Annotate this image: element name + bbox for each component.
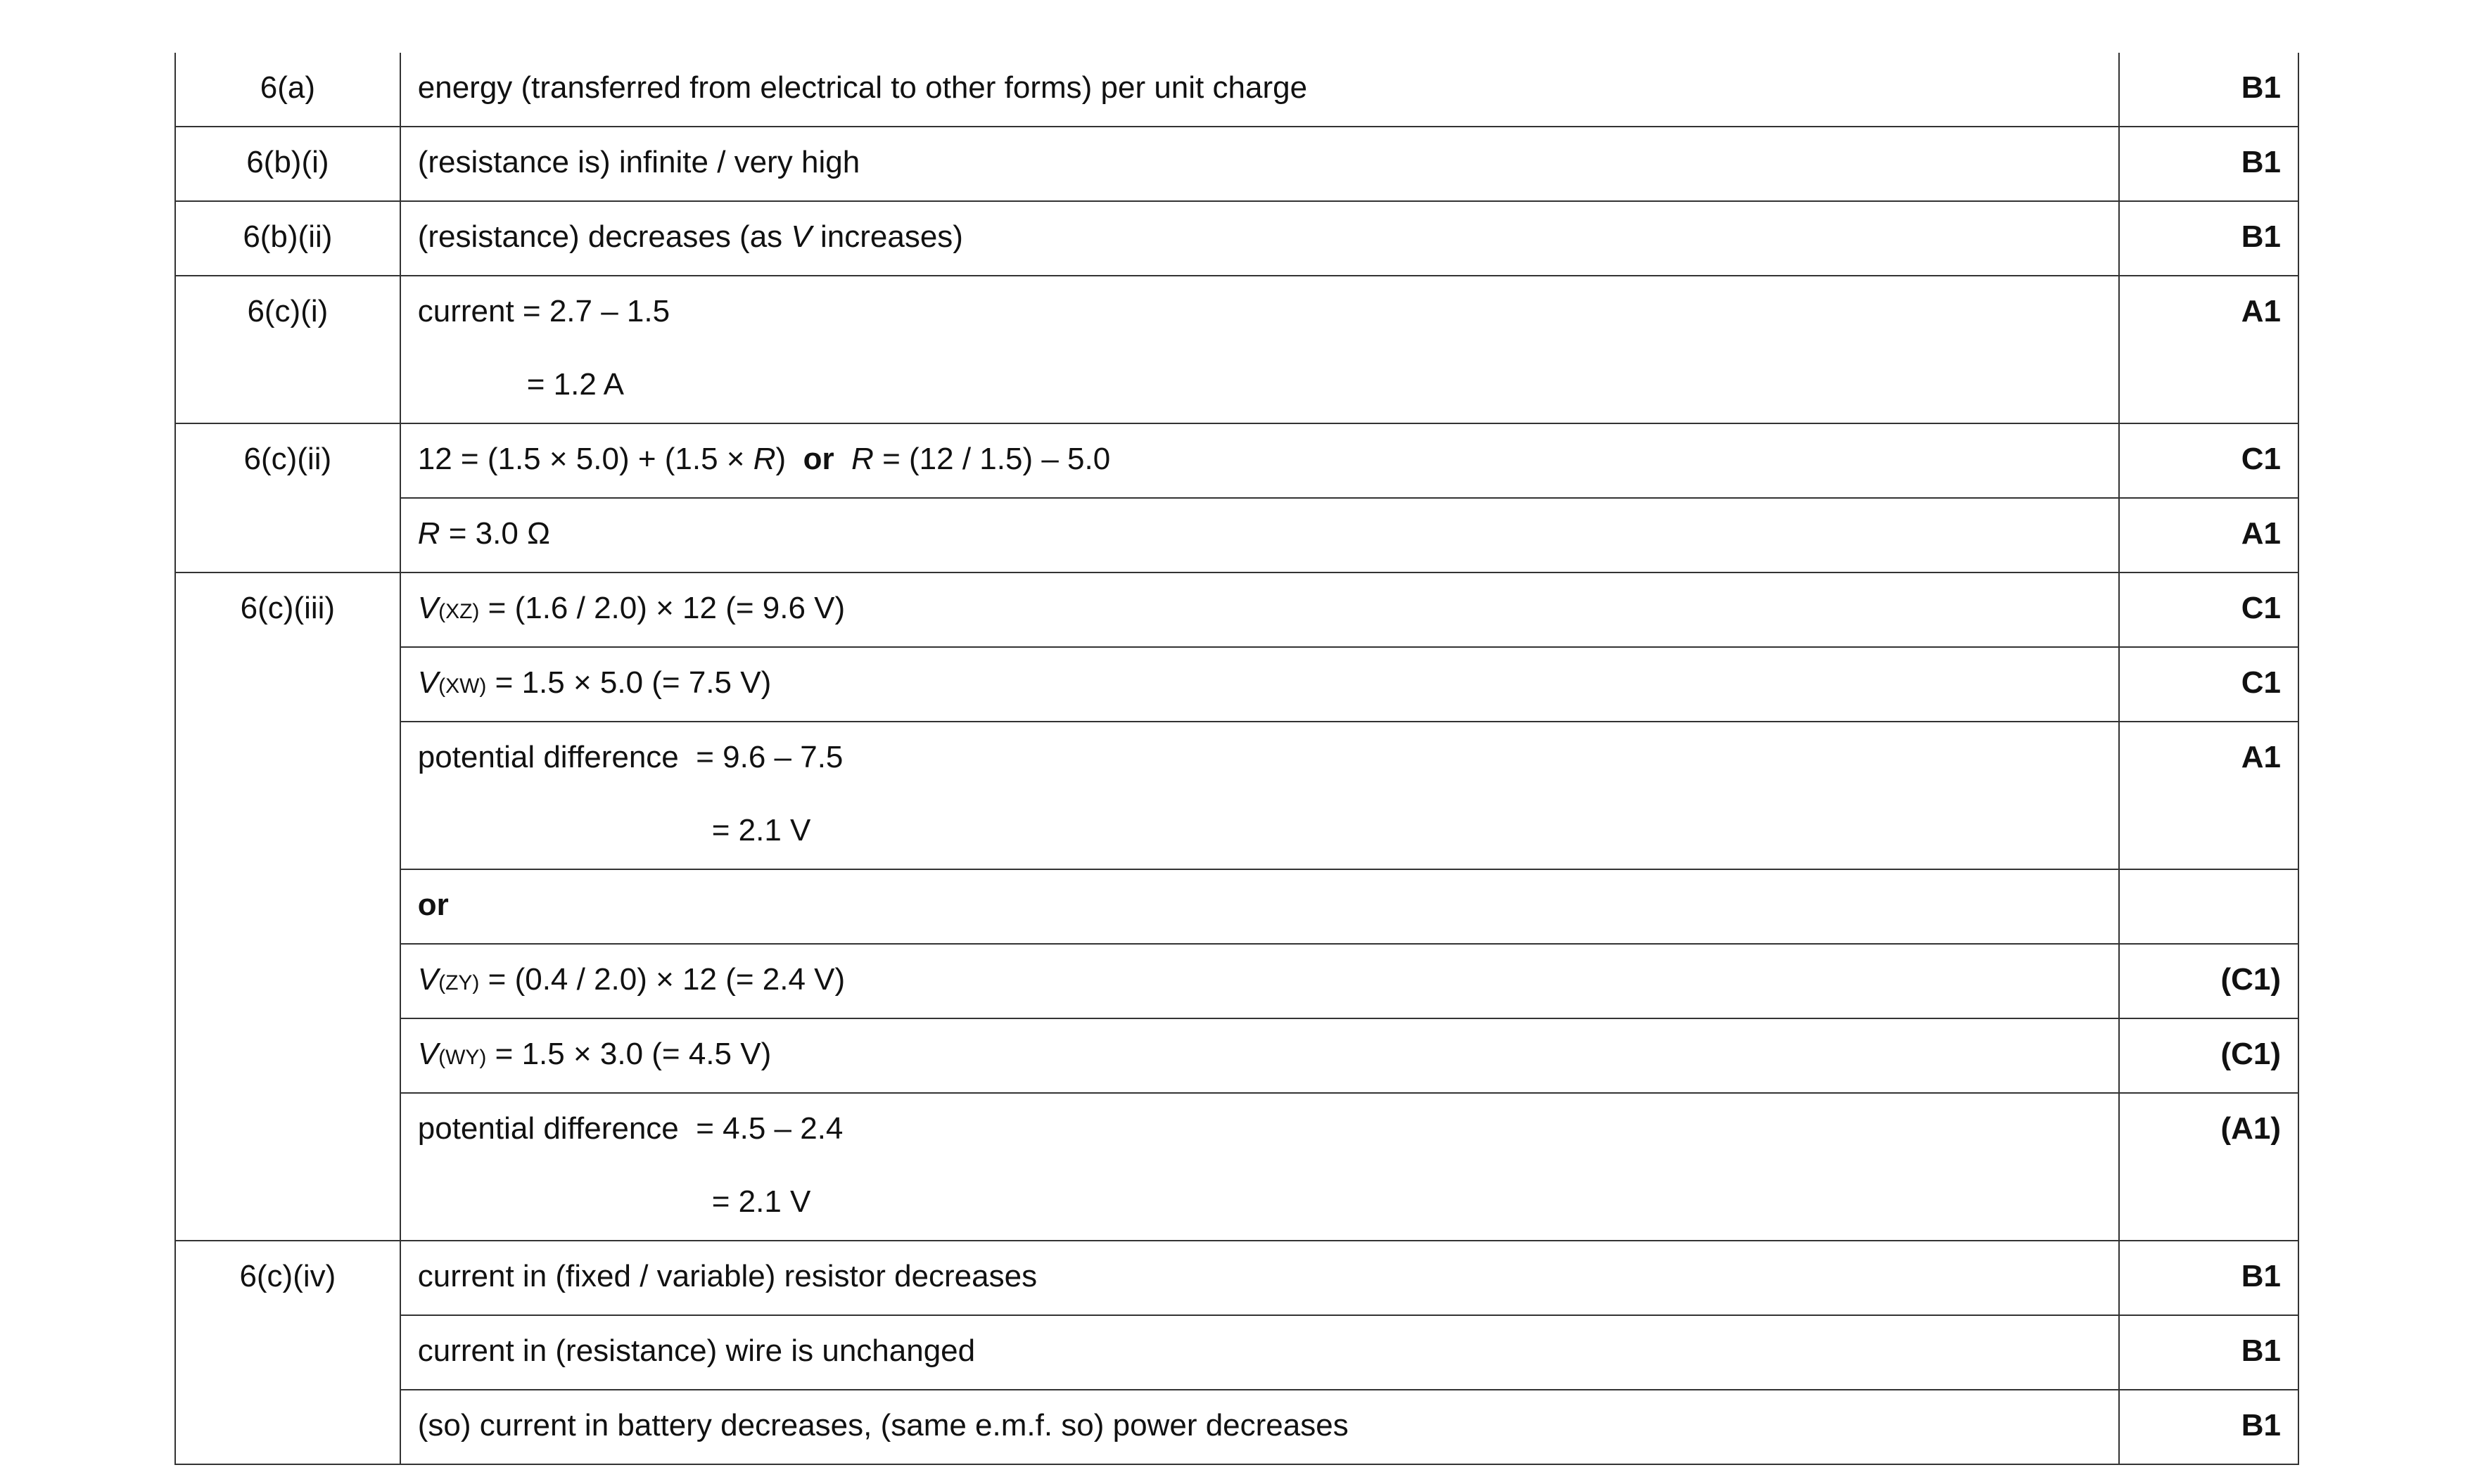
- resistance-symbol: R: [417, 516, 440, 551]
- mark-cell: B1: [2119, 1241, 2298, 1315]
- table-row: [175, 127, 2298, 201]
- subscript: (ZY): [438, 971, 480, 994]
- table-row: [175, 722, 2298, 869]
- answer-cell: [400, 276, 2119, 423]
- answer-text: = (12 / 1.5) – 5.0: [873, 442, 1111, 476]
- answer-line: potential difference = 4.5 – 2.4: [417, 1111, 844, 1146]
- voltage-symbol: V: [417, 591, 439, 625]
- question-number: 6(b)(i): [175, 127, 400, 201]
- question-number: 6(c)(iii): [175, 573, 400, 1241]
- answer-cell: [400, 1018, 2119, 1093]
- table-row: [175, 201, 2298, 276]
- mark-cell: C1: [2119, 573, 2298, 647]
- question-number: 6(b)(ii): [175, 201, 400, 276]
- answer-cell: [400, 1093, 2119, 1241]
- mark-cell: A1: [2119, 276, 2298, 423]
- table-row: [175, 1390, 2298, 1464]
- mark-cell: C1: [2119, 423, 2298, 498]
- subscript: (XZ): [438, 600, 480, 623]
- answer-cell: current in (fixed / variable) resistor decreases: [400, 1241, 2119, 1315]
- resistance-symbol: R: [753, 442, 776, 476]
- answer-text: ): [775, 442, 787, 476]
- voltage-symbol: V: [417, 665, 439, 700]
- answer-cell: [400, 722, 2119, 869]
- question-number: 6(a): [175, 53, 400, 127]
- answer-text: increases): [811, 219, 963, 254]
- mark-cell: A1: [2119, 722, 2298, 869]
- answer-cell: (resistance is) infinite / very high: [400, 127, 2119, 201]
- answer-text: = 1.5 × 3.0 (= 4.5 V): [486, 1037, 772, 1071]
- answer-text: = (1.6 / 2.0) × 12 (= 9.6 V): [479, 591, 846, 625]
- table-row: [175, 1093, 2298, 1241]
- mark-cell: B1: [2119, 53, 2298, 127]
- answer-text: = 3.0 Ω: [440, 516, 550, 551]
- question-number: 6(c)(ii): [175, 423, 400, 573]
- table-row: [175, 1018, 2298, 1093]
- table-row: [175, 423, 2298, 498]
- table-row: [175, 573, 2298, 647]
- question-number: 6(c)(iv): [175, 1241, 400, 1464]
- mark-cell: B1: [2119, 201, 2298, 276]
- mark-cell: A1: [2119, 498, 2298, 573]
- table-row: [175, 276, 2298, 423]
- answer-text: = 1.5 × 5.0 (= 7.5 V): [486, 665, 772, 700]
- voltage-symbol: V: [417, 1037, 439, 1071]
- answer-cell: [400, 647, 2119, 722]
- mark-cell: (A1): [2119, 1093, 2298, 1241]
- table-row: [175, 647, 2298, 722]
- subscript: (WY): [438, 1046, 487, 1069]
- answer-text: = (0.4 / 2.0) × 12 (= 2.4 V): [479, 962, 846, 997]
- answer-line: = 1.2 A: [526, 367, 624, 402]
- table-row: [175, 498, 2298, 573]
- resistance-symbol: R: [851, 442, 874, 476]
- question-number: 6(c)(i): [175, 276, 400, 423]
- answer-cell: [400, 201, 2119, 276]
- answer-cell: energy (transferred from electrical to other forms) per unit charge: [400, 53, 2119, 127]
- voltage-symbol: V: [417, 962, 439, 997]
- subscript: (XW): [438, 674, 487, 698]
- answer-text: (resistance) decreases (as: [417, 219, 791, 254]
- answer-cell: [400, 573, 2119, 647]
- answer-cell: [400, 869, 2119, 944]
- answer-text: 12 = (1.5 × 5.0) + (1.5 ×: [417, 442, 753, 476]
- or-keyword: or: [417, 888, 449, 922]
- mark-cell: C1: [2119, 647, 2298, 722]
- answer-line: = 2.1 V: [711, 1184, 811, 1219]
- table-row: [175, 869, 2298, 944]
- table-row: [175, 1315, 2298, 1390]
- answer-cell: [400, 423, 2119, 498]
- mark-scheme-table: [174, 53, 2299, 1465]
- answer-cell: [400, 944, 2119, 1018]
- voltage-symbol: V: [791, 219, 812, 254]
- answer-line: = 2.1 V: [711, 813, 811, 847]
- mark-cell: B1: [2119, 127, 2298, 201]
- answer-line: current = 2.7 – 1.5: [417, 294, 670, 328]
- mark-cell: (C1): [2119, 944, 2298, 1018]
- table-row: [175, 944, 2298, 1018]
- or-keyword: or: [803, 442, 834, 476]
- table-row: [175, 1241, 2298, 1315]
- answer-cell: (so) current in battery decreases, (same e.m.f. so) power decreases: [400, 1390, 2119, 1464]
- mark-cell: B1: [2119, 1315, 2298, 1390]
- answer-line: potential difference = 9.6 – 7.5: [417, 740, 844, 774]
- mark-cell: [2119, 869, 2298, 944]
- answer-cell: [400, 498, 2119, 573]
- mark-cell: B1: [2119, 1390, 2298, 1464]
- answer-cell: current in (resistance) wire is unchanged: [400, 1315, 2119, 1390]
- table-row: [175, 53, 2298, 127]
- mark-cell: (C1): [2119, 1018, 2298, 1093]
